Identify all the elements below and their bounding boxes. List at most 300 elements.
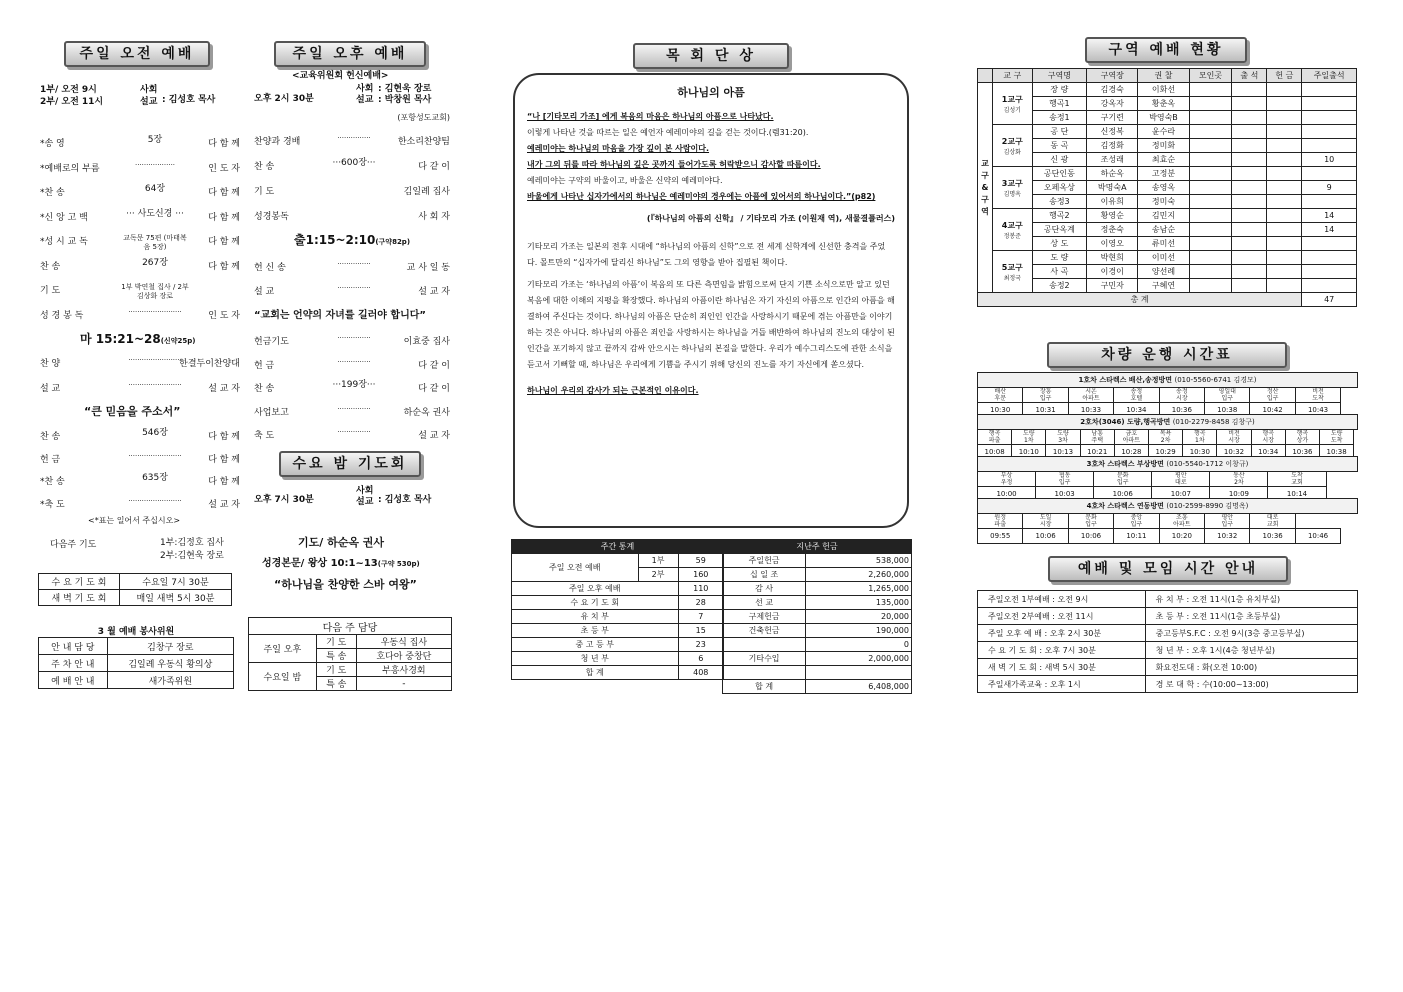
offering-label: 선 교 xyxy=(723,596,806,610)
order-row xyxy=(254,358,450,372)
district-attendance xyxy=(1232,125,1267,139)
order-leader: 한소리찬양팀 xyxy=(397,137,450,147)
district-attendance xyxy=(1232,111,1267,125)
bus-time: 10:21 xyxy=(1080,445,1114,460)
district-attendance xyxy=(1232,223,1267,237)
table-row xyxy=(512,666,724,680)
afternoon-roles: 사회 설교 xyxy=(356,84,374,105)
pastor-line: 바울에게 나타난 십자가에서의 하나님은 예레미야의 경우에는 아픔에 있어서의 하나님이다.”(p82) xyxy=(527,192,876,201)
order-detail: 64장 xyxy=(144,184,166,194)
table-row xyxy=(39,638,234,655)
stat-label: 초 등 부 xyxy=(512,624,679,638)
table-row xyxy=(39,655,234,672)
bus-time: 10:30 xyxy=(978,403,1023,418)
offering-label: 십 일 조 xyxy=(723,568,806,582)
order-detail: ··············· xyxy=(337,284,371,292)
bus-header: 차량 운행 시간표 xyxy=(1047,342,1287,368)
district-assistant: 이미선 xyxy=(1138,251,1189,265)
district-assistant: 정미화 xyxy=(1138,139,1189,153)
district-leader: 김정화 xyxy=(1087,139,1138,153)
order-item: 찬 송 xyxy=(40,432,61,442)
table-row xyxy=(978,265,1357,279)
bus-time: 10:14 xyxy=(1268,487,1326,502)
district-offering xyxy=(1267,265,1302,279)
wednesday-roles: 사회 설교 xyxy=(356,486,374,507)
bus-stop: 장흥 입구 xyxy=(1023,388,1068,403)
bus-stop: 행곡 상가 xyxy=(1285,430,1319,445)
bus-time: 10:34 xyxy=(1251,445,1285,460)
district-leader: 조성래 xyxy=(1087,153,1138,167)
district-assistant: 최효순 xyxy=(1138,153,1189,167)
bus-route-title xyxy=(978,415,1358,430)
district-offering xyxy=(1267,279,1302,293)
district-leader: 신정복 xyxy=(1087,125,1138,139)
bus-time: 10:28 xyxy=(1114,445,1148,460)
district-sunday xyxy=(1302,97,1357,111)
district-sunday xyxy=(1302,111,1357,125)
pastor-line: 내가 그의 뒤를 따라 하나님의 깊은 곳까지 들어가도록 허락받으니 감사할 따름이다. xyxy=(527,160,821,169)
bus-route-title xyxy=(978,499,1358,514)
district-place xyxy=(1189,181,1232,195)
bus-time: 10:34 xyxy=(1114,403,1159,418)
district-sunday xyxy=(1302,251,1357,265)
blank-header xyxy=(978,69,993,83)
district-header-cell: 구역명 xyxy=(1032,69,1087,83)
stat-value: 23 xyxy=(678,638,723,652)
bus-stop: 부상 우정 xyxy=(978,472,1036,487)
bus-time: 10:20 xyxy=(1159,529,1204,544)
meeting-cell: 주일 오후 예 배 : 오후 2시 30분 xyxy=(978,625,1146,642)
bus-time: 10:43 xyxy=(1295,403,1340,418)
table-row xyxy=(978,209,1357,223)
district-offering xyxy=(1267,97,1302,111)
order-detail: ···199장··· xyxy=(332,380,376,390)
bus-time: 10:36 xyxy=(1250,529,1295,544)
district-group: 4교구 정봉준 xyxy=(993,209,1033,251)
offering-label xyxy=(723,638,806,652)
order-leader: 설 교 자 xyxy=(418,287,450,297)
district-leader: 이경이 xyxy=(1087,265,1138,279)
order-row xyxy=(40,161,240,175)
volunteers-table xyxy=(38,637,234,689)
offering-title: 지난주 헌금 xyxy=(723,540,912,554)
order-leader: 다 같 이 xyxy=(418,384,450,394)
bus-stop: 도량 도착 xyxy=(1320,430,1354,445)
bus-time: 10:08 xyxy=(978,445,1012,460)
bus-time: 10:32 xyxy=(1205,529,1250,544)
district-leader: 하순옥 xyxy=(1087,167,1138,181)
table-row xyxy=(978,642,1358,659)
offering-label: 합 계 xyxy=(723,680,806,694)
pastor-line: “나 [기타모리 가조] 에게 복음의 마음은 하나님의 아픔으로 나타났다. xyxy=(527,112,774,121)
order-leader: 설 교 자 xyxy=(418,431,450,441)
bus-stop: 문화 입구 xyxy=(1094,472,1152,487)
order-detail: 546장 xyxy=(142,428,168,438)
district-place xyxy=(1189,139,1232,153)
bus-stop: 목욕 2차 xyxy=(1149,430,1183,445)
table-row xyxy=(978,676,1358,693)
bus-time: 10:06 xyxy=(1068,529,1113,544)
scripture-page: (구약82p) xyxy=(375,238,411,246)
district-leader: 구민자 xyxy=(1087,279,1138,293)
district-offering xyxy=(1267,223,1302,237)
district-table xyxy=(977,68,1357,307)
order-item: 찬 송 xyxy=(254,162,275,172)
order-detail: 267장 xyxy=(142,257,168,268)
district-assistant: 김민지 xyxy=(1138,209,1189,223)
order-item: 찬 송 xyxy=(254,384,275,394)
afternoon-names: : 김현욱 장로 : 박창원 목사 xyxy=(378,84,432,105)
table-row xyxy=(512,582,724,596)
order-leader: 교 사 일 동 xyxy=(406,263,450,273)
offering-label: 감 사 xyxy=(723,582,806,596)
district-place xyxy=(1189,125,1232,139)
bus-empty xyxy=(1353,529,1357,544)
order-row xyxy=(254,381,450,395)
order-row xyxy=(254,334,450,348)
district-assistant: 고정분 xyxy=(1138,167,1189,181)
district-place xyxy=(1189,195,1232,209)
order-leader: 다 함 께 xyxy=(208,212,240,223)
offering-value: 0 xyxy=(806,638,912,652)
bus-stop: 행곡 파출 xyxy=(978,430,1012,445)
next-week-table xyxy=(248,617,452,691)
order-item: 찬 양 xyxy=(40,359,61,369)
table-cell: 매일 새벽 5시 30분 xyxy=(119,590,231,606)
table-row xyxy=(723,624,912,638)
order-item: 성 경 봉 독 xyxy=(40,310,84,321)
meetings-table xyxy=(977,590,1358,693)
offering-value: 190,000 xyxy=(806,624,912,638)
district-sunday xyxy=(1302,195,1357,209)
district-assistant: 윤수라 xyxy=(1138,125,1189,139)
order-row xyxy=(40,185,240,199)
table-row xyxy=(512,638,724,652)
order-item: 설 교 xyxy=(254,287,275,297)
order-row xyxy=(254,134,450,148)
district-sunday: 14 xyxy=(1302,223,1357,237)
district-offering xyxy=(1267,181,1302,195)
table-row xyxy=(723,582,912,596)
district-attendance xyxy=(1232,153,1267,167)
district-sunday: 9 xyxy=(1302,181,1357,195)
meeting-cell: 주일오전 2부예배 : 오전 11시 xyxy=(978,608,1146,625)
order-detail: ··············· xyxy=(337,404,371,413)
order-item: 축 도 xyxy=(254,431,275,441)
stat-label: 주일 오후 예배 xyxy=(512,582,679,596)
offering-label xyxy=(723,666,806,680)
district-header-cell: 권 찰 xyxy=(1138,69,1189,83)
bus-empty xyxy=(1354,430,1358,445)
bus-stop: 도일 시장 xyxy=(1023,514,1068,529)
district-assistant: 송남순 xyxy=(1138,223,1189,237)
bus-stop: 도량 1차 xyxy=(1012,430,1046,445)
stat-value: 408 xyxy=(678,666,723,680)
stat-value: 6 xyxy=(678,652,723,666)
district-header-cell: 모인곳 xyxy=(1189,69,1232,83)
note: <*표는 일어서 주십시오> xyxy=(88,516,181,525)
stat-label: 수 요 기 도 회 xyxy=(512,596,679,610)
bus-stop: 배산 후문 xyxy=(978,388,1023,403)
district-place xyxy=(1189,265,1232,279)
district-side-label: 교 구 & 구 역 xyxy=(978,83,993,293)
wednesday-prayer: 기도/ 하순옥 권사 xyxy=(298,536,385,549)
district-attendance xyxy=(1232,139,1267,153)
district-offering xyxy=(1267,237,1302,251)
offering-value: 135,000 xyxy=(806,596,912,610)
pastor-paragraph-1 xyxy=(527,109,895,205)
table-row xyxy=(723,610,912,624)
table-cell: 김일례 우동식 황의상 xyxy=(107,655,233,672)
district-leader: 이유희 xyxy=(1087,195,1138,209)
order-item: 찬양과 경배 xyxy=(254,137,301,147)
bus-time: 10:32 xyxy=(1217,445,1251,460)
order-leader: 사 회 자 xyxy=(418,212,450,222)
district-name: 송정2 xyxy=(1032,279,1087,293)
order-item: 헌 신 송 xyxy=(254,263,286,273)
district-place xyxy=(1189,251,1232,265)
order-item: 성경봉독 xyxy=(254,212,289,222)
order-detail: ························ xyxy=(128,307,182,316)
order-leader: 다 같 이 xyxy=(418,360,450,371)
offering-value: 538,000 xyxy=(806,554,912,568)
stat-value: 7 xyxy=(678,610,723,624)
meeting-cell: 주일오전 1부예배 : 오전 9시 xyxy=(978,591,1146,608)
district-group-sub: 최정국 xyxy=(1003,274,1021,282)
order-leader: 김일례 집사 xyxy=(403,187,450,197)
table-cell: 수요일 7시 30분 xyxy=(119,574,231,590)
stat-label: 청 년 부 xyxy=(512,652,679,666)
table-row xyxy=(39,672,234,689)
service-leader: : 김성호 목사 xyxy=(162,95,216,105)
district-sunday xyxy=(1302,279,1357,293)
order-detail: ························ xyxy=(128,380,182,389)
bus-route-table xyxy=(977,414,1358,460)
order-detail: 1부 박연철 집사 / 2부 김상화 장로 xyxy=(121,283,189,300)
order-detail: ··············· xyxy=(337,134,371,142)
district-place xyxy=(1189,83,1232,97)
district-attendance xyxy=(1232,279,1267,293)
order-leader: 다 함 께 xyxy=(208,188,240,198)
table-row xyxy=(978,223,1357,237)
district-assistant: 이화선 xyxy=(1138,83,1189,97)
pastor-paragraph-2: 기타모리 가조는 일본의 전후 시대에 “하나님의 아픔의 신학”으로 전 세계 신학계에 신선한 충격을 주었다. 몰트만의 “십자가에 달리신 하나님”도 그의 영향을 받아 집필된 책이다. xyxy=(527,242,886,267)
district-leader: 황영순 xyxy=(1087,209,1138,223)
bus-route-name: 2호차(3046) 도량,행곡방면 xyxy=(1080,418,1173,426)
table-row xyxy=(39,574,232,590)
order-item: 헌금기도 xyxy=(254,337,289,347)
table-cell: 주 차 안 내 xyxy=(39,655,108,672)
district-offering xyxy=(1267,139,1302,153)
district-name: 도 량 xyxy=(1032,251,1087,265)
district-assistant: 송영옥 xyxy=(1138,181,1189,195)
meeting-cell: 초 등 부 : 오전 11시(1층 초등부실) xyxy=(1145,608,1357,625)
district-name: 공단인동 xyxy=(1032,167,1087,181)
district-sunday xyxy=(1302,265,1357,279)
district-attendance xyxy=(1232,181,1267,195)
service-roles: 사회 설교 xyxy=(140,85,158,107)
sunday-afternoon-header: 주일 오후 예배 xyxy=(274,41,426,67)
order-row xyxy=(254,184,450,198)
table-row xyxy=(978,195,1357,209)
order-row xyxy=(254,284,450,298)
next-week-role: 특 송 xyxy=(316,677,356,691)
order-row xyxy=(40,234,240,251)
order-item: 헌 금 xyxy=(40,454,61,465)
table-row xyxy=(978,97,1357,111)
district-place xyxy=(1189,237,1232,251)
order-row xyxy=(40,356,240,370)
order-row xyxy=(254,260,450,274)
order-detail: ··············· xyxy=(337,260,371,268)
order-row xyxy=(40,136,240,150)
volunteers-title: 3 월 예배 봉사위원 xyxy=(97,627,175,637)
district-assistant: 박영숙B xyxy=(1138,111,1189,125)
meeting-cell: 유 치 부 : 오전 11시(1층 유치부실) xyxy=(1145,591,1357,608)
order-item: 헌 금 xyxy=(254,360,275,371)
district-sunday xyxy=(1302,83,1357,97)
bus-empty xyxy=(1353,514,1357,529)
district-leader: 정춘숙 xyxy=(1087,223,1138,237)
next-week-person: 우동식 집사 xyxy=(356,635,451,649)
bus-time: 10:06 xyxy=(1094,487,1152,502)
bus-stop: 금호 아파트 xyxy=(1114,430,1148,445)
district-name: 오페옥상 xyxy=(1032,181,1087,195)
pastor-paragraph-3: 기타모리 가조는 ‘하나님의 아픔’이 복음의 또 다른 측면임을 밝힘으로써 단지 기쁜 소식으로만 알고 있던 복음에 대한 이해의 지평을 확장했다. 하나님의 아픔이란 하나님은 자기 자신의 아픔으로 인간의 아픔을 해결하여 주신다는 것이다. 하나님의 아픔은 단순히 죄인인 인간을 사랑하시기 때문에 겪는 아픔만을 이야기 하는 것은 아니다. 하나님의 아픔은 죄인을 사랑하시는 하나님을 거듭 배반하여 하나님의 진노의 대상이 된 인간을 포기하지 않고 끝까지 감싸 안으시는 하나님의 본질을 말한다. 우리가 예수그리스도에 관한 소식을 듣고서 기뻐할 때, 하나님은 우리에게 기쁨을 주시기 위해 당신의 진노를 자기 자신에게 쏟으셨다. xyxy=(527,280,895,369)
district-attendance xyxy=(1232,167,1267,181)
table-row xyxy=(978,139,1357,153)
district-assistant: 구혜연 xyxy=(1138,279,1189,293)
meeting-cell: 중고등부S.F.C : 오전 9시(3층 중고등부실) xyxy=(1145,625,1357,642)
order-leader: 하순옥 권사 xyxy=(403,407,450,418)
wednesday-leader: : 김성호 목사 xyxy=(378,495,432,505)
next-week-person: 호다아 중창단 xyxy=(356,649,451,663)
order-leader: 다 같 이 xyxy=(418,162,450,172)
bus-stop: 조흥 아파트 xyxy=(1159,514,1204,529)
table-row xyxy=(723,554,912,568)
afternoon-scripture: 출1:15~2:10(구약82p) xyxy=(294,233,411,247)
table-cell: 예 배 안 내 xyxy=(39,672,108,689)
next-week-person: - xyxy=(356,677,451,691)
wednesday-text: 성경본문/ 왕상 10:1~13(구약 530p) xyxy=(262,558,420,569)
district-attendance xyxy=(1232,97,1267,111)
table-row xyxy=(723,638,912,652)
district-offering xyxy=(1267,83,1302,97)
table-cell: 안 내 담 당 xyxy=(39,638,108,655)
district-name: 장 량 xyxy=(1032,83,1087,97)
district-leader: 이영오 xyxy=(1087,237,1138,251)
wednesday-text-page: (구약 530p) xyxy=(377,560,420,568)
district-name: 송정3 xyxy=(1032,195,1087,209)
order-detail: 5장 xyxy=(147,135,163,145)
bus-stop: 중앙 입구 xyxy=(1114,514,1159,529)
order-detail: 635장 xyxy=(142,473,168,483)
district-sunday: 14 xyxy=(1302,209,1357,223)
district-name: 행곡2 xyxy=(1032,209,1087,223)
pastor-line: 예레미야는 하나님의 마음을 가장 깊이 본 사람이다. xyxy=(527,144,710,153)
table-row xyxy=(512,554,724,568)
order-detail: ························ xyxy=(128,451,182,460)
order-leader: 다 함 께 xyxy=(208,454,240,465)
order-row xyxy=(40,452,240,466)
offering-value xyxy=(806,666,912,680)
table-row xyxy=(978,237,1357,251)
meeting-cell: 화요전도대 : 화(오전 10:00) xyxy=(1145,659,1357,676)
wednesday-header: 수요 밤 기도회 xyxy=(279,451,421,477)
bus-route-phone: (010-2279-8458 김창구) xyxy=(1172,418,1255,426)
district-header-cell: 주일출석 xyxy=(1302,69,1357,83)
table-row xyxy=(978,251,1357,265)
district-attendance xyxy=(1232,83,1267,97)
table-row xyxy=(512,624,724,638)
district-group: 5교구 최정국 xyxy=(993,251,1033,293)
order-detail: ···600장··· xyxy=(332,158,376,168)
next-week-role: 기 도 xyxy=(316,663,356,677)
stat-label: 중 고 등 부 xyxy=(512,638,679,652)
order-detail: ··············· xyxy=(337,428,371,436)
bus-empty xyxy=(1352,472,1357,487)
offering-label: 건축헌금 xyxy=(723,624,806,638)
district-name: 공 단 xyxy=(1032,125,1087,139)
table-row xyxy=(978,153,1357,167)
bus-time: 10:33 xyxy=(1068,403,1113,418)
bus-time: 10:38 xyxy=(1320,445,1354,460)
weekly-stats-table xyxy=(511,539,724,680)
offering-value: 6,408,000 xyxy=(806,680,912,694)
offering-label: 구제헌금 xyxy=(723,610,806,624)
district-group-sub: 김상화 xyxy=(1003,148,1021,156)
bus-time: 10:31 xyxy=(1023,403,1068,418)
order-item: 찬 송 xyxy=(40,261,61,272)
district-group-sub: 김성기 xyxy=(1003,106,1021,114)
table-row xyxy=(978,181,1357,195)
district-sunday xyxy=(1302,125,1357,139)
bus-stop: 시온 아파트 xyxy=(1068,388,1113,403)
offering-value: 2,000,000 xyxy=(806,652,912,666)
table-row xyxy=(512,610,724,624)
district-assistant: 정미숙 xyxy=(1138,195,1189,209)
district-header-cell: 헌 금 xyxy=(1267,69,1302,83)
order-row xyxy=(40,497,240,511)
table-row xyxy=(978,111,1357,125)
bus-empty xyxy=(1353,388,1357,403)
meeting-cell: 수 요 기 도 회 : 오후 7시 30분 xyxy=(978,642,1146,659)
order-row xyxy=(40,259,240,273)
bus-time: 10:36 xyxy=(1159,403,1204,418)
bus-time: 10:00 xyxy=(978,487,1036,502)
table-row xyxy=(978,83,1357,97)
table-row xyxy=(512,596,724,610)
district-assistant: 황춘옥 xyxy=(1138,97,1189,111)
district-offering xyxy=(1267,209,1302,223)
district-header: 구역 예배 현황 xyxy=(1085,37,1247,63)
district-attendance xyxy=(1232,195,1267,209)
district-sunday xyxy=(1302,139,1357,153)
afternoon-subtitle: <교육위원회 헌신예배> xyxy=(292,71,389,81)
order-item: 기 도 xyxy=(254,187,275,197)
bus-stop: 문화 입구 xyxy=(1068,514,1113,529)
offering-value: 2,260,000 xyxy=(806,568,912,582)
district-attendance xyxy=(1232,209,1267,223)
table-row xyxy=(249,663,452,677)
district-group: 2교구 김상화 xyxy=(993,125,1033,167)
order-leader: 인 도 자 xyxy=(208,163,240,174)
district-attendance xyxy=(1232,237,1267,251)
district-sunday xyxy=(1302,167,1357,181)
bus-stop: 정산 입구 xyxy=(1250,388,1295,403)
district-header-cell: 구역장 xyxy=(1087,69,1138,83)
district-offering xyxy=(1267,195,1302,209)
